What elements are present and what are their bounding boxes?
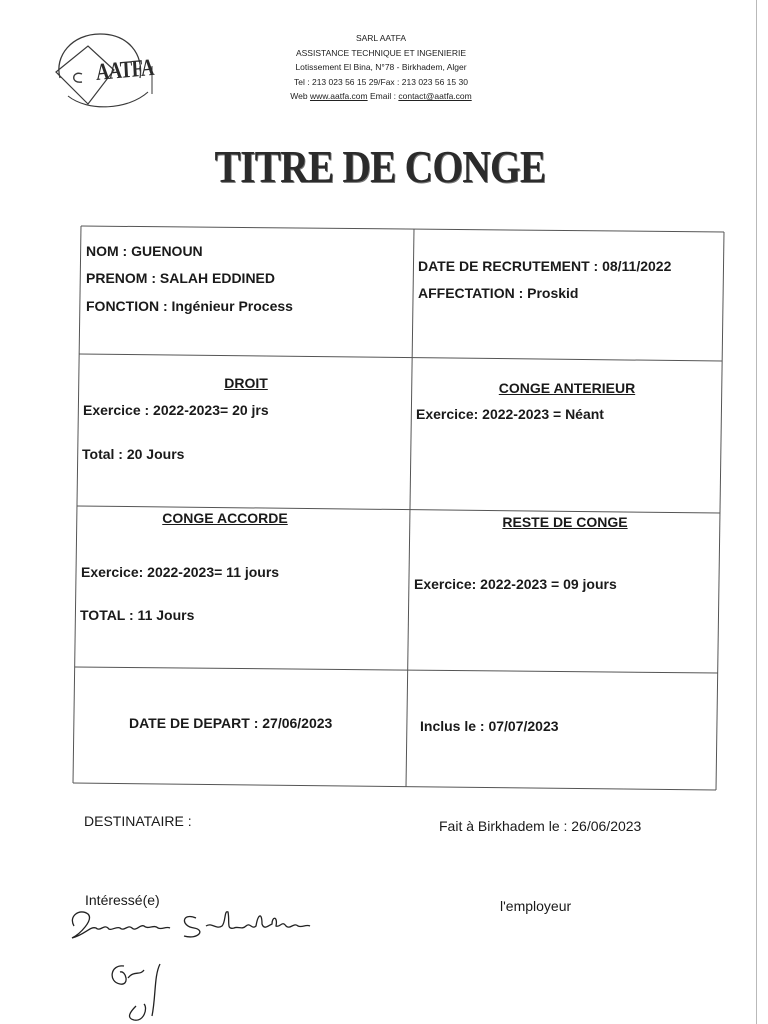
employee-fonction — [86, 298, 293, 314]
document-title: TITRE DE CONGE — [214, 141, 546, 192]
email-link[interactable]: contact@aatfa.com — [398, 91, 472, 101]
affectation: AFFECTATION : Proskid — [418, 285, 579, 301]
paraphe-mark — [100, 956, 180, 1024]
company-address: Lotissement El Bina, N°78 - Birkhadem, Alger — [295, 62, 467, 72]
employee-nom: NOM : GUENOUN — [86, 243, 203, 259]
date-recrutement: DATE DE RECRUTEMENT : 08/11/2022 — [418, 258, 672, 274]
droit-exercice: Exercice : 2022-2023= 20 jrs — [83, 402, 269, 418]
conge-anterieur-exercice: Exercice: 2022-2023 = Néant — [416, 406, 604, 422]
date-depart: DATE DE DEPART : 27/06/2023 — [129, 715, 333, 731]
handwritten-signature — [66, 904, 316, 944]
company-phone: Tel : 213 023 56 15 29/Fax : 213 023 56 15 30 — [294, 76, 468, 87]
reste-conge-heading: RESTE DE CONGE — [502, 514, 628, 530]
employeur-label: l'employeur — [500, 898, 572, 914]
date-inclus: Inclus le : 07/07/2023 — [420, 718, 559, 734]
website-link[interactable]: www.aatfa.com — [309, 91, 368, 101]
email-label: Email : — [370, 91, 396, 101]
conge-accorde-total: TOTAL : 11 Jours — [80, 607, 195, 623]
reste-conge-exercice: Exercice: 2022-2023 = 09 jours — [414, 576, 617, 592]
conge-accorde-heading: CONGE ACCORDE — [162, 510, 288, 526]
fonction-label: FONCTION : — [86, 298, 168, 314]
conge-anterieur-heading: CONGE ANTERIEUR — [498, 380, 636, 396]
employee-prenom: PRENOM : SALAH EDDINED — [86, 270, 276, 286]
destinataire-label: DESTINATAIRE : — [84, 813, 192, 829]
company-name: SARL AATFA — [355, 33, 407, 43]
droit-heading: DROIT — [224, 375, 268, 391]
droit-total: Total : 20 Jours — [82, 446, 185, 462]
fonction-value: Ingénieur Process — [171, 298, 293, 314]
logo-wordmark: AATFA — [95, 54, 155, 86]
interesse-label: Intéressé(e) — [85, 892, 160, 908]
company-subtitle: ASSISTANCE TECHNIQUE ET INGENIERIE — [295, 47, 467, 58]
conge-accorde-exercice: Exercice: 2022-2023= 11 jours — [81, 564, 280, 580]
web-label: Web — [290, 91, 308, 101]
place-date: Fait à Birkhadem le : 26/06/2023 — [439, 818, 642, 834]
